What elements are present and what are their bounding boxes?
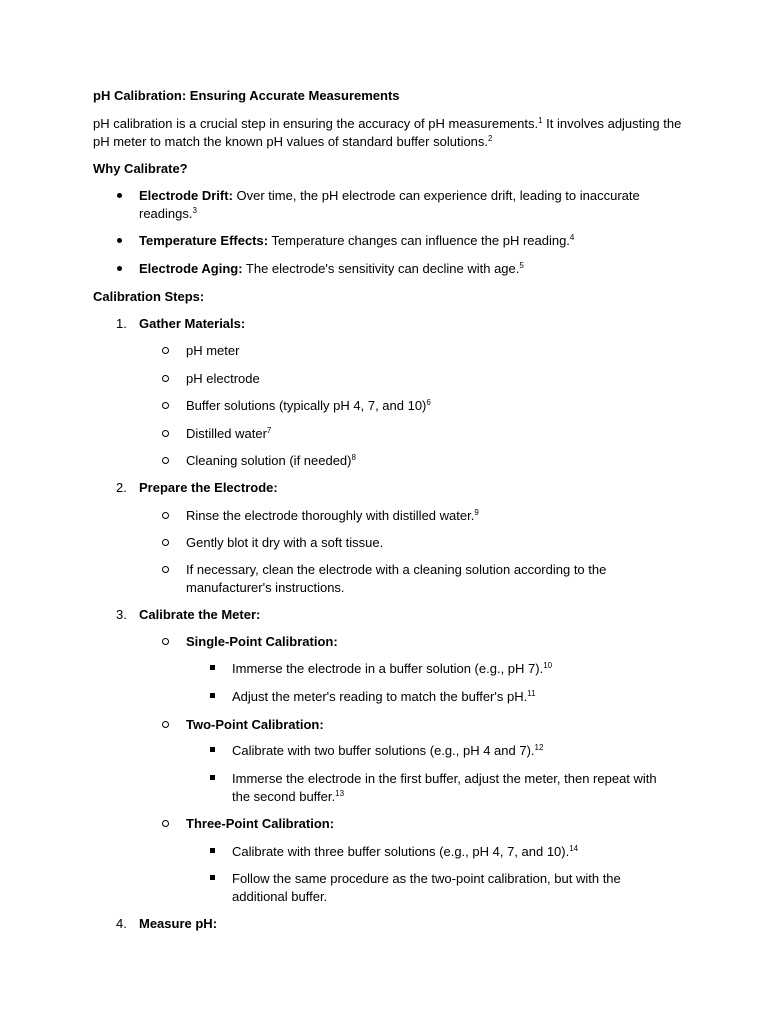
item-text: Adjust the meter's reading to match the buffer's pH. [232,689,528,704]
item-text: Calibrate with two buffer solutions (e.g., pH 4 and 7). [232,743,535,758]
step-number: 3. [116,607,127,622]
step-label: Prepare the Electrode: [139,480,278,495]
square-bullet-icon [210,848,215,853]
circle-bullet-icon [162,457,169,464]
footnote-ref: 7 [266,426,272,435]
step-label: Calibrate the Meter: [139,607,261,622]
list-item [232,742,768,760]
circle-bullet-icon [162,402,169,409]
sub-heading: Three-Point Calibration: [186,816,335,831]
bullet-icon [117,266,122,271]
list-item [139,187,659,223]
step-number: 1. [116,316,127,331]
list-item [139,232,679,250]
footnote-ref: 5 [519,261,524,270]
footnote-ref: 4 [569,233,575,242]
list-item [232,688,768,706]
circle-bullet-icon [162,539,169,546]
sub-heading: Two-Point Calibration: [186,717,324,732]
circle-bullet-icon [162,430,169,437]
list-item [186,507,726,525]
footnote-ref: 6 [426,398,431,407]
item-text: Immerse the electrode in the first buffer, adjust the meter, then repeat with the second buffer. [232,771,657,804]
list-item [186,370,726,388]
list-item [186,534,726,552]
list-item [186,342,726,360]
list-item [232,843,768,861]
list-item [232,660,768,678]
step-label: Measure pH: [139,916,218,931]
footnote-ref: 13 [335,789,345,798]
item-text: Calibrate with three buffer solutions (e.g., pH 4, 7, and 10). [232,844,570,859]
list-item [186,452,726,470]
item-text: Over time, the pH electrode can experience drift, leading to inaccurate readings. [139,188,640,221]
item-label: Electrode Aging: [139,261,243,276]
item-text: Buffer solutions (typically pH 4, 7, and 10) [186,398,427,413]
item-text: Cleaning solution (if needed) [186,453,352,468]
item-text: pH electrode [186,371,260,386]
intro-paragraph [93,115,693,151]
footnote-ref: 12 [534,743,544,752]
step-number: 4. [116,916,127,931]
item-label: Electrode Drift: [139,188,233,203]
bullet-icon [117,193,122,198]
footnote-ref: 10 [543,661,553,670]
why-heading: Why Calibrate? [93,161,188,176]
item-text: The electrode's sensitivity can decline with age. [242,261,520,276]
list-item [186,561,656,597]
square-bullet-icon [210,693,215,698]
circle-bullet-icon [162,566,169,573]
page-title: pH Calibration: Ensuring Accurate Measurements [93,88,400,103]
step-number: 2. [116,480,127,495]
circle-bullet-icon [162,721,169,728]
bullet-icon [117,238,122,243]
item-text: Temperature changes can influence the pH reading. [268,233,570,248]
item-text: pH meter [186,343,240,358]
list-item [186,425,726,443]
square-bullet-icon [210,747,215,752]
circle-bullet-icon [162,347,169,354]
footnote-ref: 14 [569,844,579,853]
item-text: Distilled water [186,426,267,441]
item-text: Gently blot it dry with a soft tissue. [186,535,384,550]
footnote-ref: 1 [538,116,543,125]
item-text: Immerse the electrode in a buffer solution (e.g., pH 7). [232,661,544,676]
circle-bullet-icon [162,820,169,827]
intro-sentence-2: It involves adjusting the pH meter to match the known pH values of standard buffer solutions. [93,116,682,149]
sub-heading: Single-Point Calibration: [186,634,338,649]
square-bullet-icon [210,665,215,670]
list-item [186,397,726,415]
item-label: Temperature Effects: [139,233,269,248]
footnote-ref: 2 [488,134,493,143]
list-item [139,260,679,278]
item-text: Rinse the electrode thoroughly with distilled water. [186,508,475,523]
list-item [232,770,677,806]
footnote-ref: 9 [474,508,479,517]
square-bullet-icon [210,775,215,780]
circle-bullet-icon [162,512,169,519]
footnote-ref: 3 [192,206,197,215]
intro-sentence-1: pH calibration is a crucial step in ensuring the accuracy of pH measurements. [93,116,539,131]
step-label: Gather Materials: [139,316,246,331]
list-item [232,870,652,906]
footnote-ref: 8 [351,453,356,462]
footnote-ref: 11 [527,689,536,698]
item-text: If necessary, clean the electrode with a cleaning solution according to the manufacturer's instructions. [186,562,607,595]
circle-bullet-icon [162,638,169,645]
item-text: Follow the same procedure as the two-point calibration, but with the additional buffer. [232,871,621,904]
circle-bullet-icon [162,375,169,382]
square-bullet-icon [210,875,215,880]
steps-heading: Calibration Steps: [93,289,205,304]
